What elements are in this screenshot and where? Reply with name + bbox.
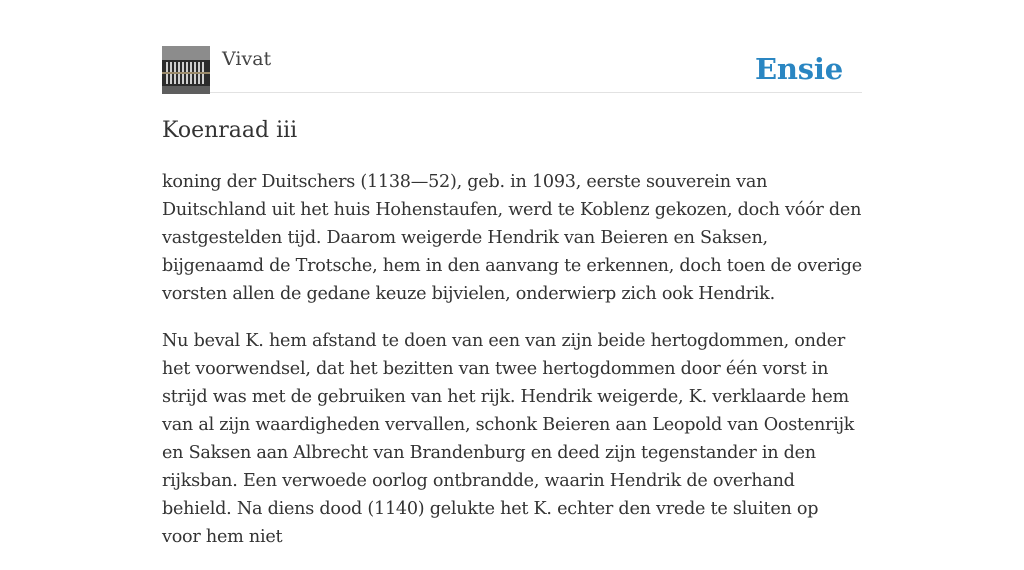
article-title: Koenraad iii <box>162 118 298 143</box>
books-avatar-icon[interactable] <box>162 46 210 94</box>
article-paragraph: Nu beval K. hem afstand te doen van een van zijn beide hertogdommen, onder het voorwendsel, dat het bezitten van twee hertogdommen door één vorst in strijd was met de gebruiken van het rijk. Hendrik weigerde, K. verklaarde hem van al zijn waardigheden vervallen, schonk Beieren aan Leopold van Oostenrijk en Saksen aan Albrecht van Brandenburg en deed zijn tegenstander in den rijksban. Een verwoede oorlog ontbrandde, waarin Hendrik de overhand behield. Na diens dood (1140) gelukte het K. echter den vrede te sluiten op voor hem niet <box>162 331 855 547</box>
article-page <box>162 0 862 547</box>
article-header <box>162 46 862 93</box>
author-name[interactable]: Vivat <box>222 48 272 70</box>
article-paragraph: koning der Duitschers (1138—52), geb. in 1093, eerste souverein van Duitschland uit het huis Hohenstaufen, werd te Koblenz gekozen, doch vóór den vastgestelden tijd. Daarom weigerde Hendrik van Beieren en Saksen, bijgenaamd de Trotsche, hem in den aanvang te erkennen, doch toen de overige vorsten allen de gedane keuze bijvielen, onderwierp zich ook Hendrik. <box>162 172 862 304</box>
brand-logo[interactable]: Ensie <box>755 52 843 86</box>
article-body <box>162 168 862 570</box>
